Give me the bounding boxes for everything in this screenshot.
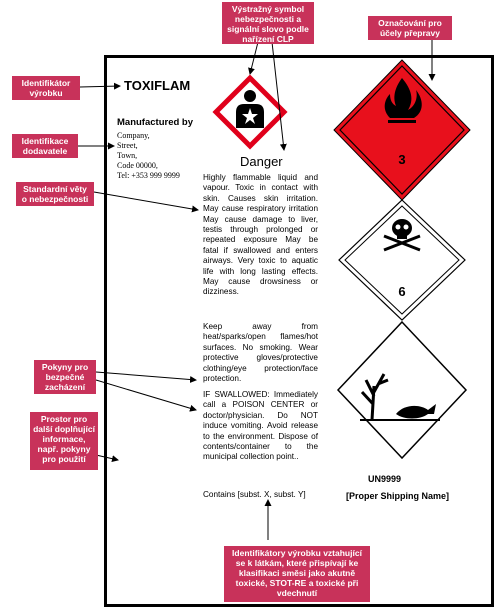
- hazard-statements: Highly flammable liquid and vapour. Toxic in contact with skin. Causes skin irritation. May cause respiratory irritation May cause damage to liver, testis through prolonged or repeated exposure May be fatal if swallowed and enters airways. Very toxic to aquatic life with long lasting effects. May cause drowsiness or dizziness.: [203, 173, 318, 297]
- signal-word: Danger: [240, 154, 283, 169]
- precautionary-statements-response: IF SWALLOWED: Immediately call a POISON CENTER or doctor/physician. Do NOT induce vomiting. Avoid release to the environment. Dispose of contents/container to the municipal collection point..: [203, 390, 318, 462]
- supplier-line: Street,: [117, 141, 138, 150]
- contains-substances: Contains [subst. X, subst. Y]: [203, 490, 306, 499]
- un-number: UN9999: [368, 474, 402, 484]
- callout-precautionary-statements: Pokyny pro bezpečné zacházení: [34, 360, 96, 394]
- callout-supplier-identification: Identifikace dodavatele: [12, 134, 78, 158]
- callout-ingredients: Identifikátory výrobku vztahující se k látkám, které přispívají ke klasifikaci směsi jako akutně toxické, STOT-RE a toxické při vdechnutí: [224, 546, 370, 602]
- proper-shipping-name: [Proper Shipping Name]: [346, 491, 450, 501]
- precautionary-statements-prevention: Keep away from heat/sparks/open flames/hot surfaces. No smoking. Wear protective gloves/protective clothing/eye protection/face protection.: [203, 322, 318, 384]
- supplier-line: Town,: [117, 151, 138, 160]
- supplier-line: Code 00000,: [117, 161, 158, 170]
- callout-hazard-statements: Standardní věty o nebezpečnosti: [16, 182, 94, 206]
- supplier-line: Tel: +353 999 9999: [117, 171, 180, 180]
- flame-icon: [334, 60, 470, 200]
- flammable-class-number: 3: [398, 152, 406, 167]
- manufacturer-title: Manufactured by: [117, 117, 194, 128]
- supplier-line: Company,: [117, 131, 150, 140]
- skull-crossbones-icon: [339, 200, 465, 320]
- callout-hazard-symbol: Výstražný symbol nebezpečnosti a signální slovo podle nařízení CLP: [222, 2, 314, 44]
- product-identifier: TOXIFLAM: [124, 78, 191, 93]
- toxic-class-number: 6: [398, 284, 406, 299]
- callout-product-identifier: Identifikátor výrobku: [12, 76, 80, 100]
- health-hazard-icon: [216, 78, 284, 146]
- environment-icon: [338, 322, 466, 458]
- callout-supplementary-info: Prostor pro další doplňující informace, např. pokyny pro použití: [30, 412, 98, 470]
- callout-transport: Označování pro účely přepravy: [368, 16, 452, 40]
